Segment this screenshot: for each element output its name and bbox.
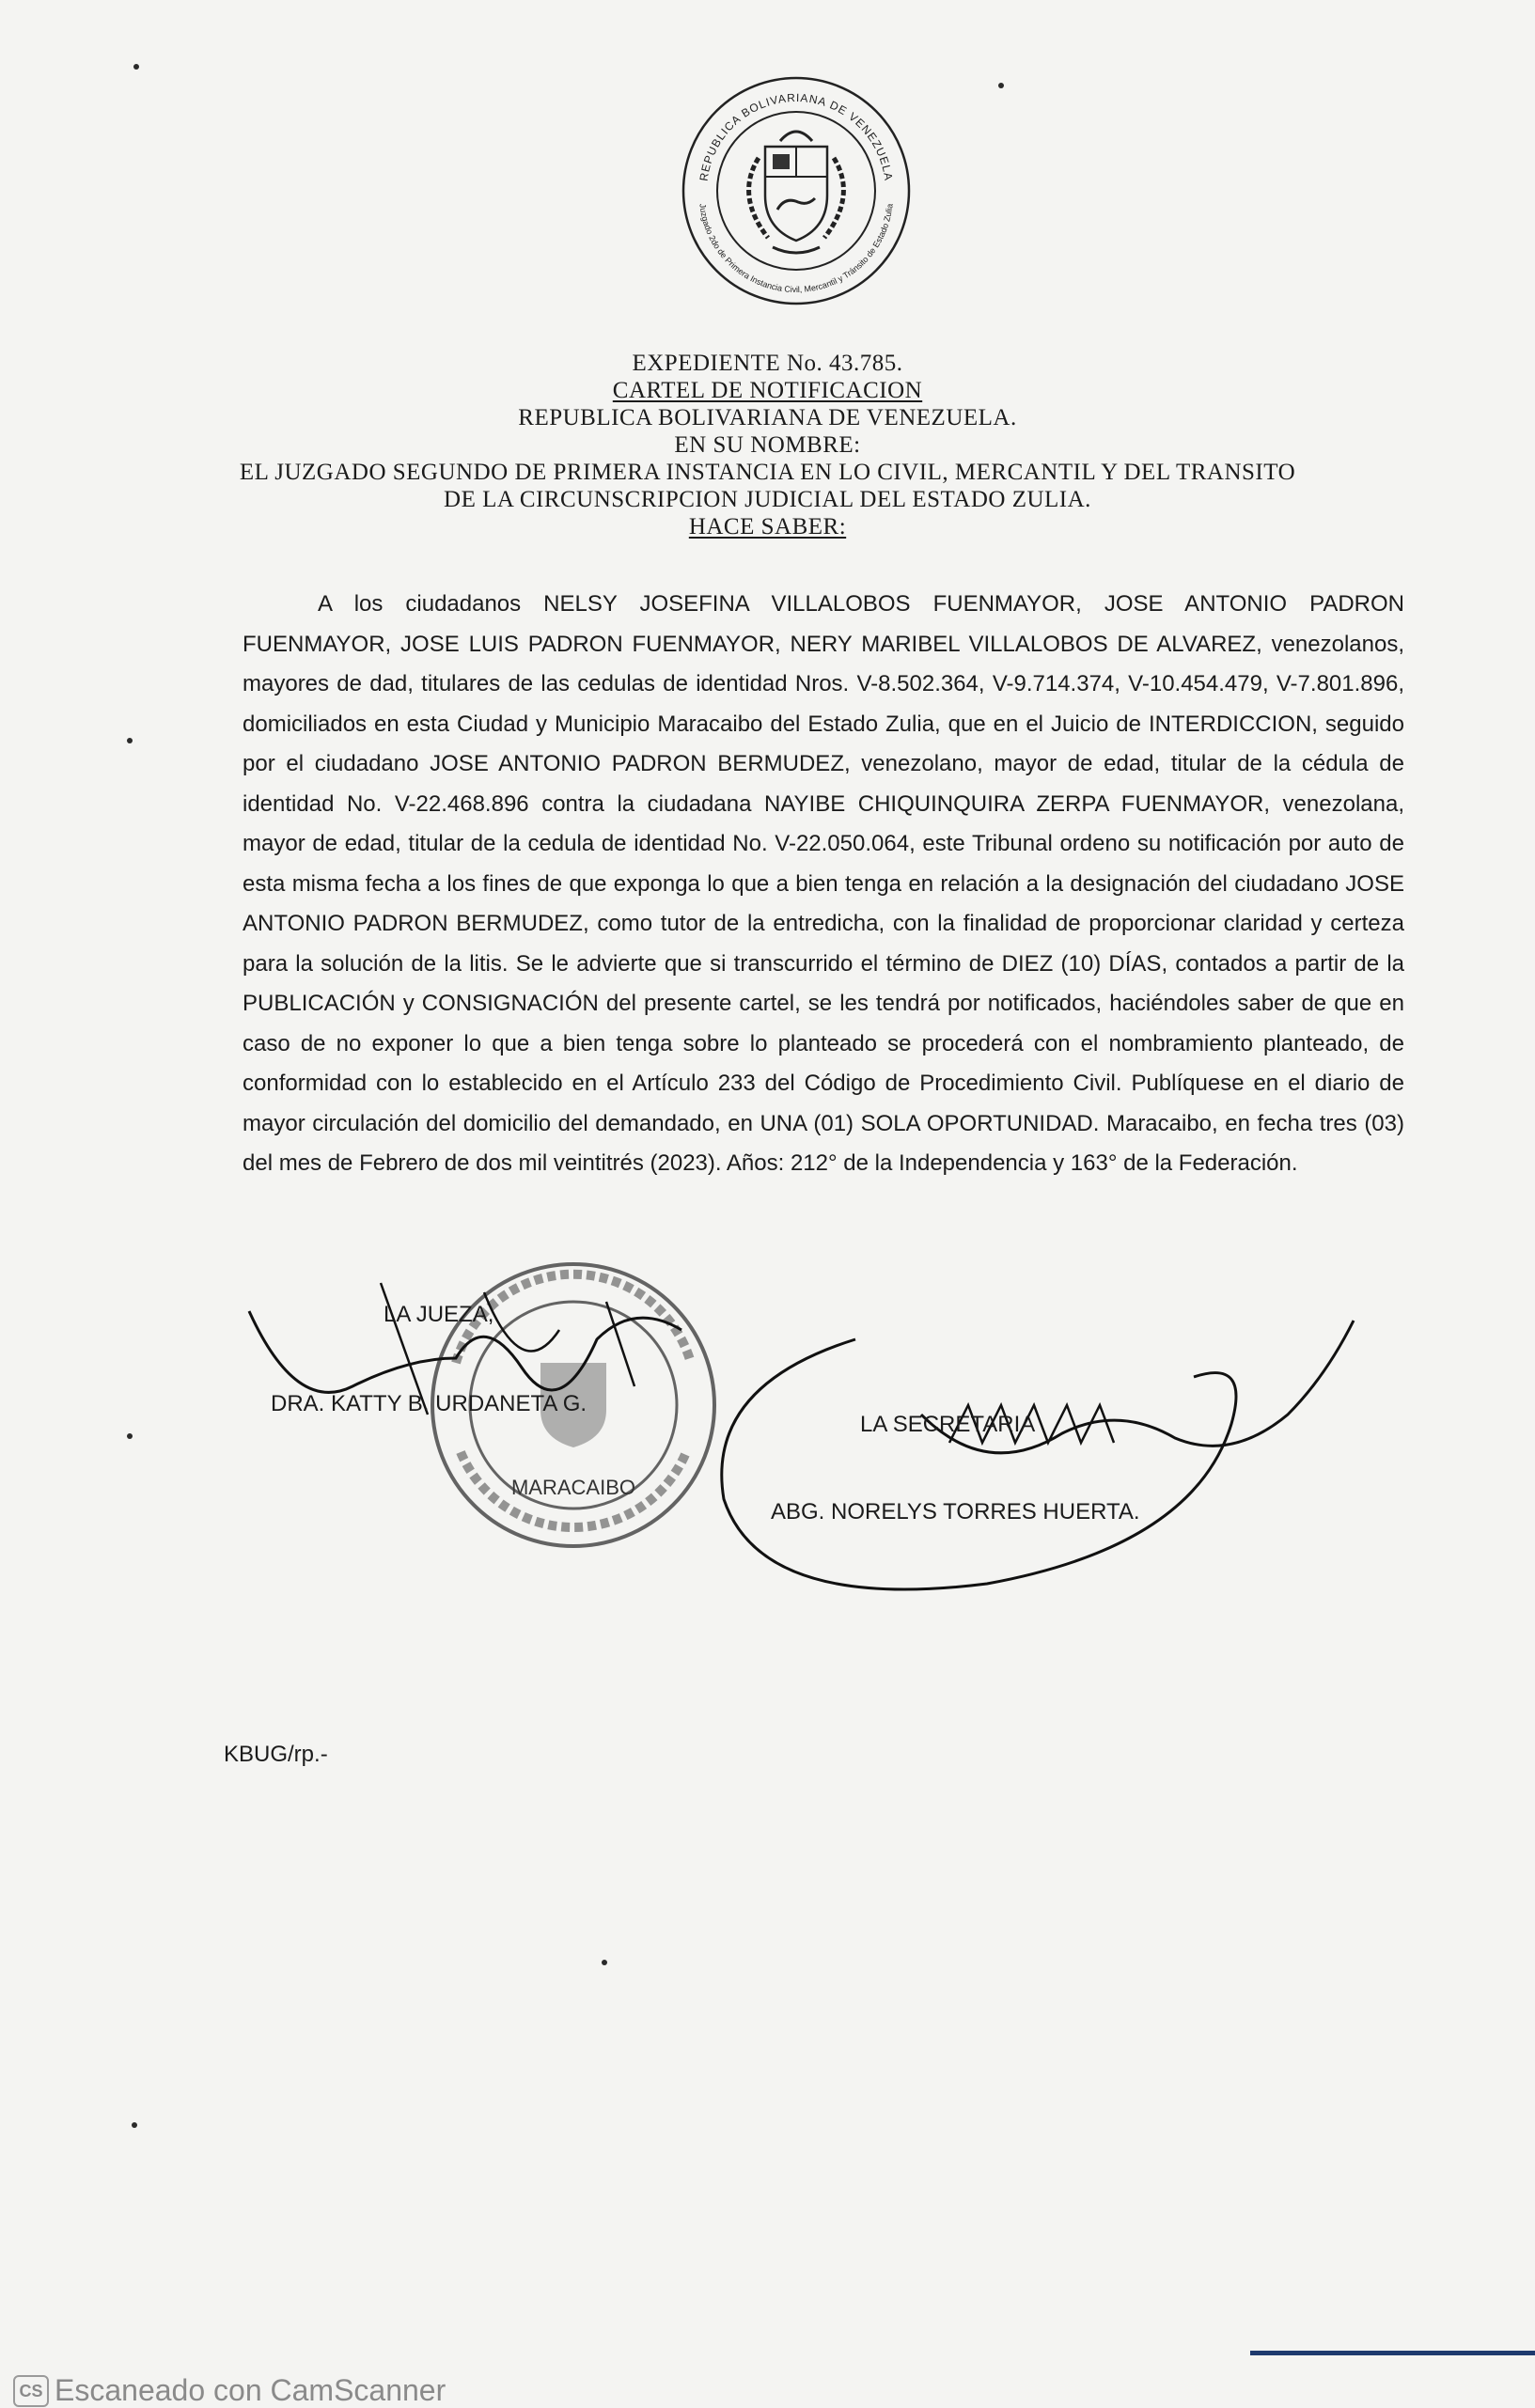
scan-speck <box>998 83 1004 88</box>
stamp-city-text: MARACAIBO <box>510 1476 636 1499</box>
republica-line: REPUBLICA BOLIVARIANA DE VENEZUELA. <box>518 405 1017 430</box>
scan-speck <box>602 1960 607 1965</box>
secretaria-title: LA SECRETARIA <box>860 1412 1036 1437</box>
notification-body: A los ciudadanos NELSY JOSEFINA VILLALOBOS FUENMAYOR, JOSE ANTONIO PADRON FUENMAYOR, JOSE LUIS PADRON FUENMAYOR, NERY MARIBEL VILLALOBOS DE ALVAREZ, venezolanos, mayores de dad, titulares de las cedulas de identidad Nros. V-8.502.364, V-9.714.374, V-10.454.479, V-7.801.896, domiciliados en esta Ciudad y Municipio Maracaibo del Estado Zulia, que en el Juicio de INTERDICCION, seguido por el ciudadano JOSE ANTONIO PADRON BERMUDEZ, venezolano, mayor de edad, titular de la cédula de identidad No. V-22.468.896 contra la ciudadana NAYIBE CHIQUINQUIRA ZERPA FUENMAYOR, venezolana, mayor de edad, titular de la cedula de identidad No. V-22.050.064, este Tribunal ordeno su notificación por auto de esta misma fecha a los fines de que exponga lo que a bien tenga en relación a la designación del ciudadano JOSE ANTONIO PADRON BERMUDEZ, como tutor de la entredicha, con la finalidad de proporcionar claridad y certeza para la solución de la litis. Se le advierte que si transcurrido el término de DIEZ (10) DÍAS, contados a partir de la PUBLICACIÓN y CONSIGNACIÓN del presente cartel, se les tendrá por notificados, haciéndoles saber de que en caso de no exponer lo que a bien tenga sobre lo planteado se procederá con el nombramiento planteado, de conformidad con lo establecido en el Artículo 233 del Código de Procedimiento Civil. Publíquese en el diario de mayor circulación del domicilio del demandado, en UNA (01) SOLA OPORTUNIDAD. Maracaibo, en fecha tres (03) del mes de Febrero de dos mil veintitrés (2023). Años: 212° de la Independencia y 163° de la Federación. <box>243 591 1404 1176</box>
en-su-nombre-line: EN SU NOMBRE: <box>674 432 861 458</box>
venezuela-seal-icon <box>679 73 914 308</box>
camscanner-logo-icon: CS <box>13 2375 49 2407</box>
scan-speck <box>127 738 133 743</box>
jueza-name: DRA. KATTY B. URDANETA G. <box>271 1391 587 1416</box>
expediente-number: EXPEDIENTE No. 43.785. <box>632 351 903 376</box>
scan-speck <box>132 2122 137 2128</box>
scan-speck <box>133 64 139 70</box>
footer-reference: KBUG/rp.- <box>224 1742 328 1767</box>
secretaria-name: ABG. NORELYS TORRES HUERTA. <box>771 1499 1140 1525</box>
bottom-edge-line <box>1250 2351 1535 2355</box>
cartel-title: CARTEL DE NOTIFICACION <box>612 378 923 403</box>
camscanner-watermark <box>13 2373 446 2408</box>
camscanner-text: Escaneado con CamScanner <box>55 2373 446 2407</box>
seal-lower-ring-text: Juzgado 2do de Primera Instancia Civil, Mercantil y Tránsito de Estado Zulia <box>697 203 895 295</box>
jueza-title: LA JUEZA, <box>384 1302 494 1327</box>
juzgado-line-1: EL JUZGADO SEGUNDO DE PRIMERA INSTANCIA EN LO CIVIL, MERCANTIL Y DEL TRANSITO <box>239 460 1296 485</box>
document-header <box>141 350 1394 540</box>
seal-ring-text: REPUBLICA BOLIVARIANA DE VENEZUELA <box>697 90 896 182</box>
hace-saber-line: HACE SABER: <box>688 514 847 539</box>
scan-speck <box>127 1433 133 1439</box>
juzgado-line-2: DE LA CIRCUNSCRIPCION JUDICIAL DEL ESTADO ZULIA. <box>444 487 1091 512</box>
secretary-signature-icon <box>705 1302 1363 1631</box>
